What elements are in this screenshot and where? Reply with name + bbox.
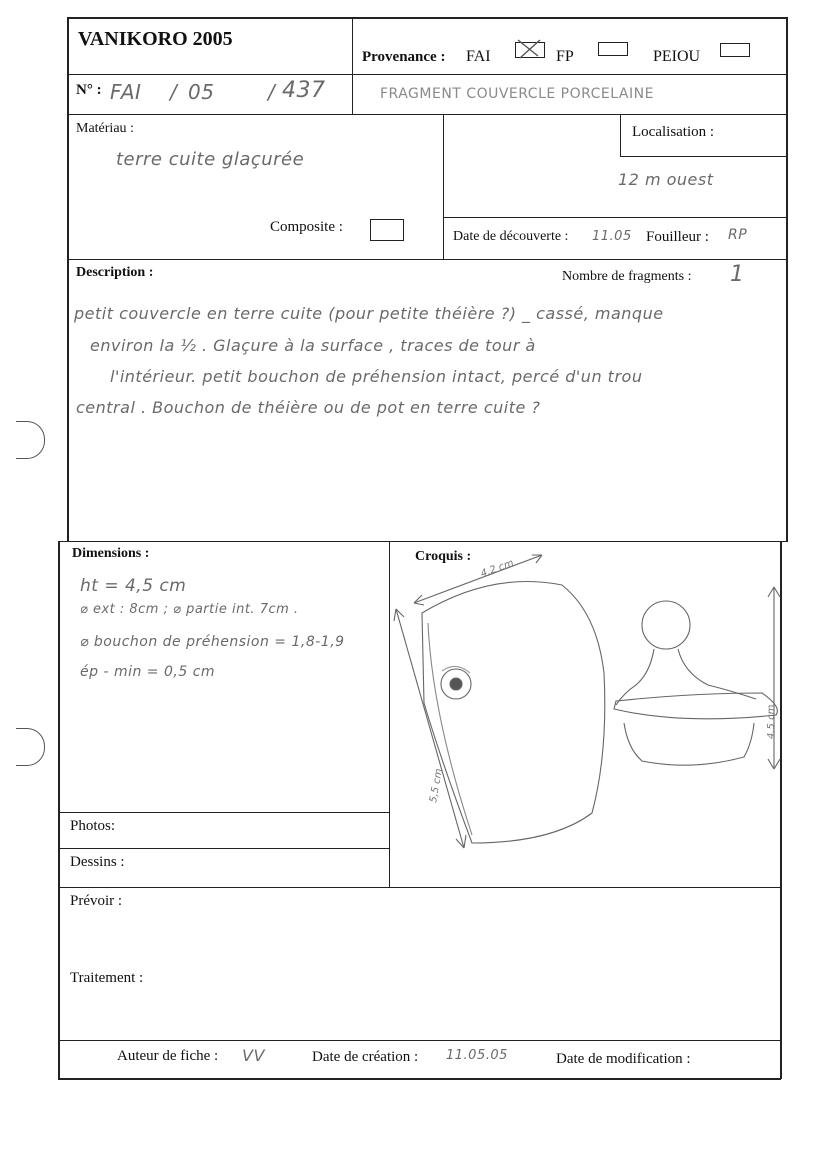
- option-peiou-checkbox[interactable]: [720, 43, 750, 57]
- dimension-line: ⌀ bouchon de préhension = 1,8-1,9: [80, 634, 345, 650]
- date-decouverte-label: Date de découverte :: [453, 229, 569, 244]
- binder-hole: [16, 421, 45, 459]
- prevoir-label: Prévoir :: [70, 893, 123, 909]
- option-fp-checkbox[interactable]: [598, 42, 628, 56]
- description-line: central . Bouchon de théière ou de pot en terre cuite ?: [76, 398, 541, 417]
- option-fp-label: FP: [556, 48, 574, 65]
- localisation-label: Localisation :: [632, 124, 715, 140]
- dimensions-label: Dimensions :: [72, 546, 150, 561]
- composite-label: Composite :: [270, 219, 343, 235]
- description-line: environ la ½ . Glaçure à la surface , traces de tour à: [90, 336, 536, 355]
- description-line: petit couvercle en terre cuite (pour petite théière ?) _ cassé, manque: [74, 304, 664, 323]
- provenance-label: Provenance :: [362, 49, 446, 65]
- description-label: Description :: [76, 265, 154, 280]
- date-decouverte-value: 11.05: [592, 229, 632, 244]
- description-line: l'intérieur. petit bouchon de préhension intact, percé d'un trou: [110, 367, 643, 386]
- localisation-value: 12 m ouest: [618, 170, 714, 189]
- number-separator: /: [170, 80, 178, 104]
- number-part-site: FAI: [110, 80, 142, 104]
- croquis-label: Croquis :: [415, 549, 472, 564]
- binder-hole: [16, 728, 45, 766]
- croquis-annotation: 4,5 cm: [766, 704, 777, 739]
- auteur-value: VV: [242, 1046, 265, 1065]
- cross-mark-icon: [514, 38, 544, 60]
- fouilleur-value: RP: [728, 227, 748, 243]
- croquis-sketch: [392, 543, 784, 885]
- materiau-label: Matériau :: [76, 121, 134, 136]
- creation-label: Date de création :: [312, 1049, 419, 1065]
- croquis-annotation: 5,5 cm: [428, 767, 445, 804]
- number-part-id: 437: [282, 78, 326, 103]
- dimension-line: ép - min = 0,5 cm: [80, 664, 216, 680]
- object-title: FRAGMENT COUVERCLE PORCELAINE: [380, 86, 654, 102]
- option-fai-label: FAI: [466, 48, 491, 65]
- fragments-label: Nombre de fragments :: [562, 269, 692, 284]
- photos-label: Photos:: [70, 818, 116, 834]
- fouilleur-label: Fouilleur :: [646, 229, 709, 245]
- dessins-label: Dessins :: [70, 854, 125, 870]
- option-peiou-label: PEIOU: [653, 48, 701, 65]
- dimension-line: ⌀ ext : 8cm ; ⌀ partie int. 7cm .: [80, 602, 299, 617]
- number-separator: /: [268, 80, 276, 104]
- fragments-value: 1: [730, 262, 745, 287]
- composite-checkbox[interactable]: [370, 219, 404, 241]
- creation-value: 11.05.05: [446, 1048, 508, 1063]
- number-label: N° :: [76, 82, 102, 98]
- modification-label: Date de modification :: [556, 1051, 691, 1067]
- option-fai-checkbox[interactable]: [515, 42, 545, 58]
- croquis-annotation: 4,2 cm: [479, 557, 516, 580]
- form-title: VANIKORO 2005: [78, 28, 233, 50]
- number-part-year: 05: [188, 80, 215, 104]
- auteur-label: Auteur de fiche :: [117, 1048, 219, 1064]
- traitement-label: Traitement :: [70, 970, 144, 986]
- dimension-line: ht = 4,5 cm: [80, 576, 187, 596]
- materiau-value: terre cuite glaçurée: [116, 149, 305, 170]
